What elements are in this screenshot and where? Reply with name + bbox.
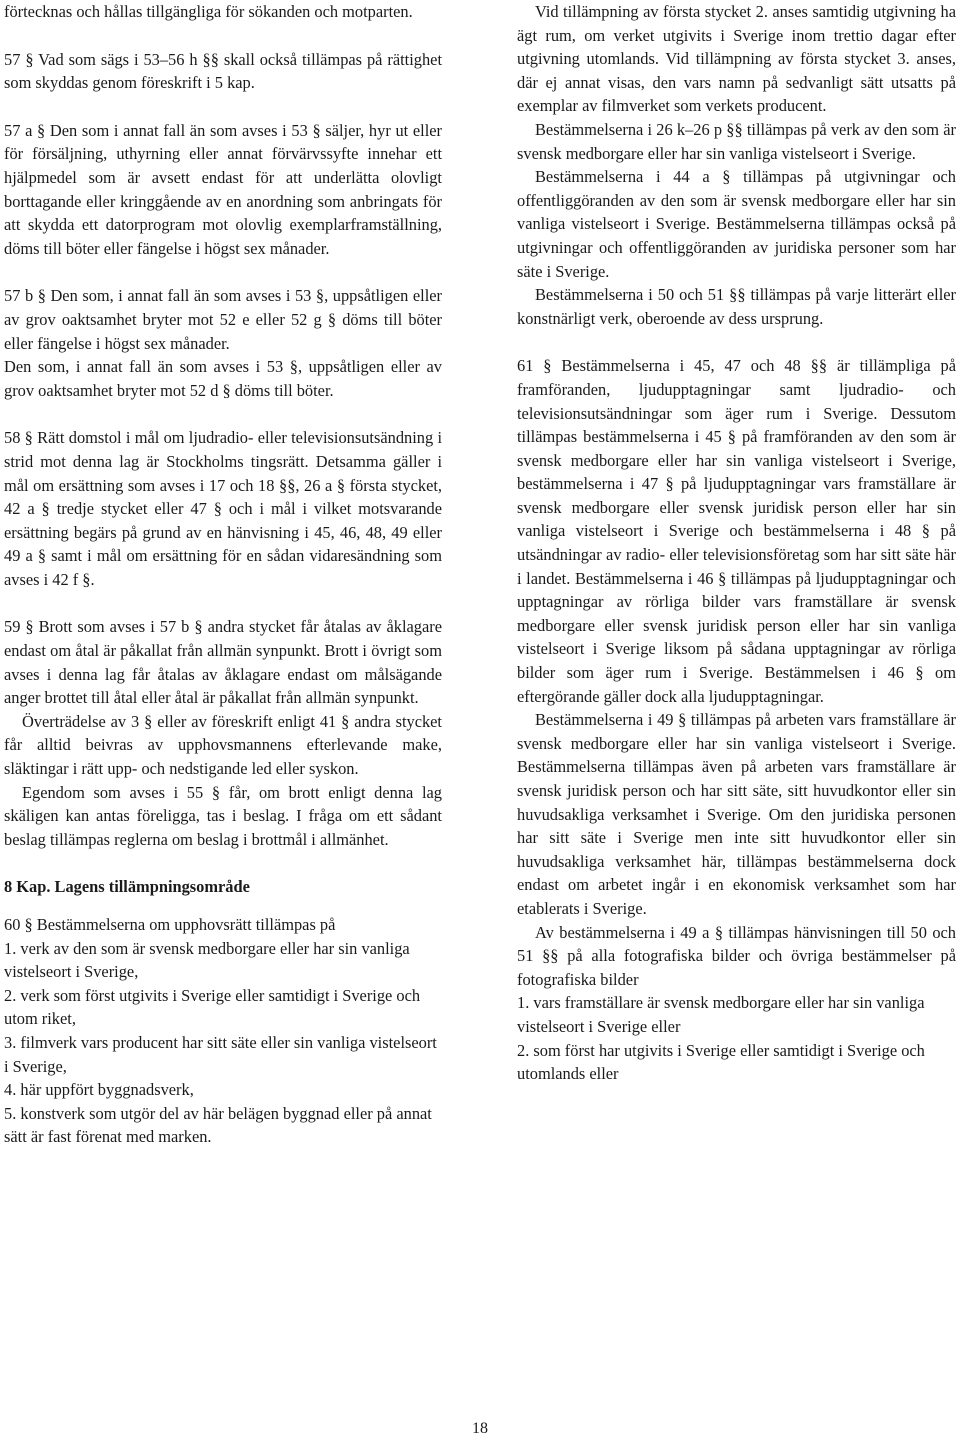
paragraph-57b-first: 57 b § Den som, i annat fall än som avses i 53 §, uppsåtligen eller av grov oaktsamhet bryter mot 52 e eller 52 g § döms till böter eller fängelse i högst sex månader. bbox=[4, 286, 442, 353]
paragraph-61-third: Av bestämmelserna i 49 a § tillämpas hänvisningen till 50 och 51 §§ på alla fotografiska bilder och övriga bestämmelser på fotografiska bilder bbox=[517, 922, 956, 989]
paragraph-58: 58 § Rätt domstol i mål om ljudradio- eller televisionsutsändning i strid mot denna lag är Stockholms tingsrätt. Detsamma gäller i mål om ersättning som avses i 17 och 18 §§, 26 a § första stycket, 42 a § tredje stycket eller 47 § och i mål i vilket motsvarande ersättning begärs på grund av en hänvisning i 45, 46, 48, 49 eller 49 a § samt i mål om ersättning för en sådan vidaresändning som avses i 42 f §. bbox=[4, 428, 442, 589]
list-item: 4. här uppfört byggnadsverk, bbox=[4, 1080, 194, 1100]
chapter-heading: 8 Kap. Lagens tillämpningsområde bbox=[4, 877, 250, 897]
paragraph-59-third: Egendom som avses i 55 § får, om brott enligt denna lag skäligen kan antas föreligga, tas i beslag. I fråga om ett sådant beslag tillämpas reglerna om beslag i brottmål i allmänhet. bbox=[4, 782, 442, 849]
right-column bbox=[517, 0, 956, 1086]
paragraph-61-second: Bestämmelserna i 49 § tillämpas på arbeten vars framställare är svensk medborgare eller har sin vanliga vistelseort i Sverige. Bestämmelserna tillämpas även på arbeten vars framställare är svensk juridisk person och har sitt säte, sitt huvudkontor eller sin huvudsakliga verksamhet i Sverige. Om den juridiska personen har sitt säte i Sverige men inte sitt huvudkontor eller sin huvudsakliga verksamhet här, tillämpas bestämmelserna dock endast om arbetet ingår i en ekonomisk verksamhet som har etablerats i Sverige. bbox=[517, 710, 956, 918]
list-item: 2. verk som först utgivits i Sverige eller samtidigt i Sverige och utom riket, bbox=[4, 985, 421, 1029]
paragraph-60: 60 § Bestämmelserna om upphovsrätt tillämpas på bbox=[4, 915, 336, 934]
paragraph-60-continued-first: Vid tillämpning av första stycket 2. anses samtidig utgivning ha ägt rum, om verket utgivits i Sverige inom trettio dagar efter utgivning utomlands. Vid tillämpning av första stycket 3. anses, där ej annat visas, den vars namn på sedvanligt sätt utsatts på exemplar av filmverket som verkets producent. bbox=[517, 2, 956, 116]
paragraph-60-continued-fourth: Bestämmelserna i 50 och 51 §§ tillämpas på varje litterärt eller konstnärligt verk, oberoende av dess ursprung. bbox=[517, 285, 956, 328]
list-item: 5. konstverk som utgör del av här belägen byggnad eller på annat sätt är fast förenat med marken. bbox=[4, 1103, 432, 1147]
list-item: 3. filmverk vars producent har sitt säte eller sin vanliga vistelseort i Sverige, bbox=[4, 1032, 437, 1076]
list-60 bbox=[4, 937, 442, 1149]
list-item: 2. som först har utgivits i Sverige eller samtidigt i Sverige och utomlands eller bbox=[517, 1040, 925, 1084]
paragraph-intro: förtecknas och hållas tillgängliga för sökanden och motparten. bbox=[4, 2, 413, 21]
paragraph-59-first: 59 § Brott som avses i 57 b § andra stycket får åtalas av åklagare endast om åtal är påkallat från allmän synpunkt. Brott i övrigt som avses i denna lag får åtalas av åklagare endast om målsägande anger brottet till åtal eller åtal är påkallat från allmän synpunkt. bbox=[4, 617, 442, 708]
list-item: 1. vars framställare är svensk medborgare eller har sin vanliga vistelseort i Sverige eller bbox=[517, 993, 925, 1036]
paragraph-59-second: Överträdelse av 3 § eller av föreskrift enligt 41 § andra stycket får alltid beivras av upphovsmannens efterlevande make, släktingar i rätt upp- och nedstigande led eller syskon. bbox=[4, 711, 442, 779]
list-61 bbox=[517, 991, 956, 1085]
paragraph-57a: 57 a § Den som i annat fall än som avses i 53 § säljer, hyr ut eller för försäljning, uthyrning eller annat förvärvssyfte innehar ett hjälpmedel som är avsett endast för att underlätta olovligt borttagande eller kringgående av en anordning som anbringats för att skydda ett datorprogram mot olovlig exemplarframställning, döms till böter eller fängelse i högst sex månader. bbox=[4, 120, 442, 258]
paragraph-60-continued-second: Bestämmelserna i 26 k–26 p §§ tillämpas på verk av den som är svensk medborgare eller har sin vanliga vistelseort i Sverige. bbox=[517, 119, 956, 163]
paragraph-60-continued-third: Bestämmelserna i 44 a § tillämpas på utgivningar och offentliggöranden av den som är svensk medborgare eller har sin vanliga vistelseort i Sverige. Bestämmelserna tillämpas också på utgivningar och offentliggöranden av juridiska personer som har säte i Sverige. bbox=[517, 167, 956, 281]
paragraph-57: 57 § Vad som sägs i 53–56 h §§ skall också tillämpas på rättighet som skyddas genom föreskrift i 5 kap. bbox=[4, 49, 442, 93]
list-item: 1. verk av den som är svensk medborgare eller har sin vanliga vistelseort i Sverige, bbox=[4, 938, 410, 982]
page-number: 18 bbox=[472, 1420, 488, 1437]
left-column bbox=[4, 0, 442, 1149]
paragraph-61-first: 61 § Bestämmelserna i 45, 47 och 48 §§ är tillämpliga på framföranden, ljudupptagningar samt ljudradio- och televisionsutsändningar som äger rum i Sverige. Dessutom tillämpas bestämmelserna i 45 § på framföranden av den som är svensk medborgare eller har sin vanliga vistelseort i Sverige, bestämmelserna i 47 § på ljudupptagningar vars framställare är svensk medborgare eller svensk juridisk person eller har sin vanliga vistelseort i Sverige och bestämmelserna i 48 § på utsändningar av radio- eller televisionsföretag som har sitt säte här i landet. Bestämmelserna i 46 § tillämpas på ljudupptagningar och upptagningar av rörliga bilder vars framställare är svensk medborgare eller svensk juridisk person eller har sin vanliga vistelseort i Sverige liksom på sådana upptagningar av rörliga bilder som äger rum i Sverige. Bestämmelsen i 46 § om eftergörande gäller dock alla ljudupptagningar. bbox=[517, 356, 956, 706]
paragraph-57b-second: Den som, i annat fall än som avses i 53 §, uppsåtligen eller av grov oaktsamhet bryter mot 52 d § döms till böter. bbox=[4, 357, 442, 400]
